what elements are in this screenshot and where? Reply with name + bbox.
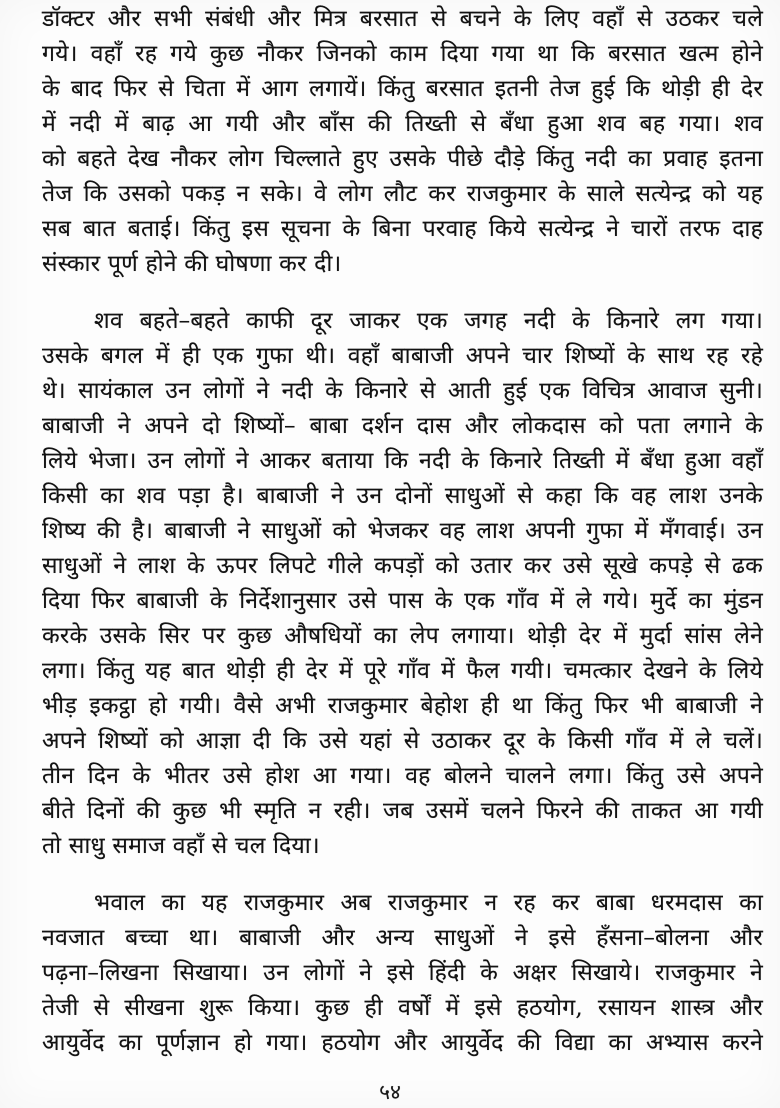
text-line: शिष्य की है। बाबाजी ने साधुओं को भेजकर वह लाश अपनी गुफा में मँगवाई। उन [42,518,763,544]
text-line: नवजात बच्चा था। बाबाजी और अन्य साधुओं ने इसे हँसना–बोलना और [42,925,763,951]
text-line: लिये भेजा। उन लोगों ने आकर बताया कि नदी के किनारे तिख्ती में बँधा हुआ वहाँ [42,448,763,474]
text-line: बाबाजी ने अपने दो शिष्यों– बाबा दर्शन दास और लोकदास को पता लगाने के [42,413,763,439]
text-line: पढ़ना–लिखना सिखाया। उन लोगों ने इसे हिंदी के अक्षर सिखाये। राजकुमार ने [42,960,763,986]
text-line: के बाद फिर से चिता में आग लगायें। किंतु बरसात इतनी तेज हुई कि थोड़ी ही देर [42,76,763,102]
paragraph [42,2,763,282]
text-line: संस्कार पूर्ण होने की घोषणा कर दी। [42,251,342,277]
text-line: अपने शिष्यों को आज्ञा दी कि उसे यहां से उठाकर दूर के किसी गाँव में ले चलें। [42,728,763,754]
text-line: सब बात बताई। किंतु इस सूचना के बिना परवाह किये सत्येन्द्र ने चारों तरफ दाह [42,216,763,242]
text-line: डॉक्टर और सभी संबंधी और मित्र बरसात से बचने के लिए वहाँ से उठकर चले [42,6,763,32]
text-line: तेज कि उसको पकड़ न सके। वे लोग लौट कर राजकुमार के साले सत्येन्द्र को यह [42,181,763,207]
page-number: ५४ [379,1080,401,1104]
text-line: करके उसके सिर पर कुछ औषधियों का लेप लगाया। थोड़ी देर में मुर्दा सांस लेने [42,623,763,649]
text-line: तेजी से सीखना शुरू किया। कुछ ही वर्षों में इसे हठयोग, रसायन शास्त्र और [42,995,763,1021]
text-line: गये। वहाँ रह गये कुछ नौकर जिनको काम दिया गया था कि बरसात खत्म होने [42,41,763,67]
text-line: आयुर्वेद का पूर्णज्ञान हो गया। हठयोग और आयुर्वेद की विद्या का अभ्यास करने [42,1030,763,1056]
text-line: किसी का शव पड़ा है। बाबाजी ने उन दोनों साधुओं से कहा कि वह लाश उनके [42,483,763,509]
paragraph [42,304,763,864]
text-line: भीड़ इकट्ठा हो गयी। वैसे अभी राजकुमार बेहोश ही था किंतु फिर भी बाबाजी ने [42,693,763,719]
text-line: उसके बगल में ही एक गुफा थी। वहाँ बाबाजी अपने चार शिष्यों के साथ रह रहे [42,343,763,369]
paragraph [42,886,763,1061]
text-line: बीते दिनों की कुछ भी स्मृति न रही। जब उसमें चलने फिरने की ताकत आ गयी [42,798,763,824]
text-line: दिया फिर बाबाजी के निर्देशानुसार उसे पास के एक गाँव में ले गये। मुर्दे का मुंडन [42,588,763,614]
text-line: तीन दिन के भीतर उसे होश आ गया। वह बोलने चालने लगा। किंतु उसे अपने [42,763,763,789]
text-line: लगा। किंतु यह बात थोड़ी ही देर में पूरे गाँव में फैल गयी। चमत्कार देखने के लिये [42,658,763,684]
text-line: तो साधु समाज वहाँ से चल दिया। [42,833,320,859]
text-line: साधुओं ने लाश के ऊपर लिपटे गीले कपड़ों को उतार कर उसे सूखे कपड़े से ढक [42,553,763,579]
text-line: भवाल का यह राजकुमार अब राजकुमार न रह कर बाबा धरमदास का [94,890,763,916]
text-block [42,2,763,1061]
text-line: को बहते देख नौकर लोग चिल्लाते हुए उसके पीछे दौड़े किंतु नदी का प्रवाह इतना [42,146,763,172]
text-line: में नदी में बाढ़ आ गयी और बाँस की तिख्ती से बँधा हुआ शव बह गया। शव [42,111,763,137]
text-line: शव बहते–बहते काफी दूर जाकर एक जगह नदी के किनारे लग गया। [94,308,763,334]
text-line: थे। सायंकाल उन लोगों ने नदी के किनारे से आती हुई एक विचित्र आवाज सुनी। [42,378,763,404]
